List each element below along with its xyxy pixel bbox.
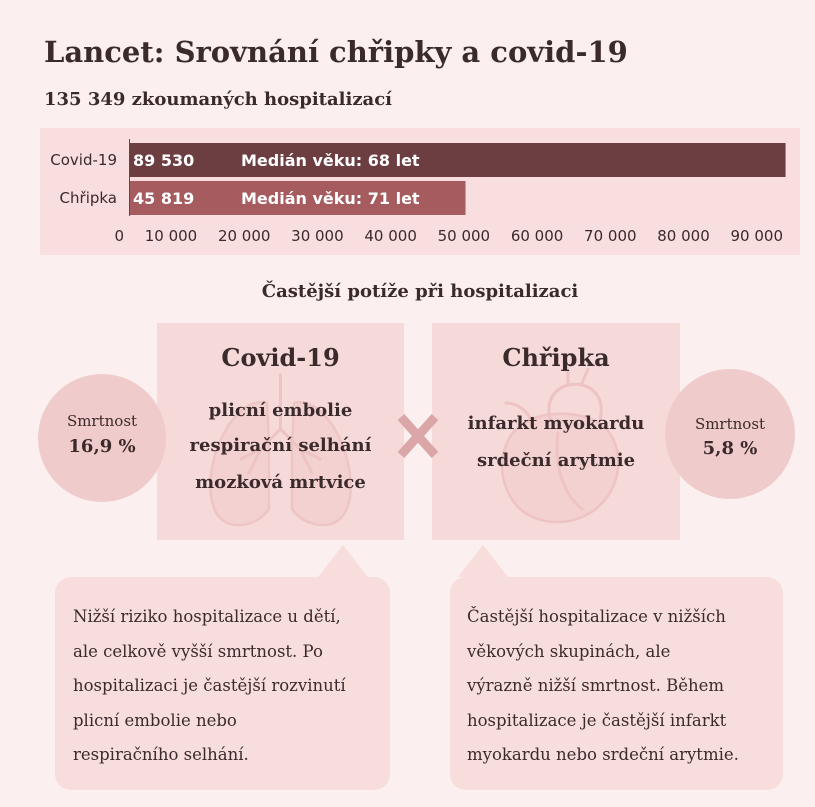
category-label-covid: Covid-19 <box>50 151 117 169</box>
covid-complications-box <box>157 323 404 540</box>
covid-mortality-badge <box>38 374 166 502</box>
x-tick-label: 60 000 <box>510 227 564 245</box>
mortality-value: 16,9 % <box>68 436 136 457</box>
note-line: ale celkově vyšší smrtnost. Po <box>73 641 323 661</box>
x-tick-label: 70 000 <box>584 227 637 245</box>
note-line: myokardu nebo srdeční arytmie. <box>467 745 739 764</box>
x-tick-label: 30 000 <box>291 227 344 245</box>
x-tick-label: 0 <box>114 227 124 245</box>
note-line: hospitalizaci je častější rozvinutí <box>73 676 346 695</box>
bar-value-label-flu: 45 819 <box>133 189 195 208</box>
note-line: respiračního selhání. <box>73 745 249 764</box>
mortality-label: Smrtnost <box>694 415 766 433</box>
covid-symptom-item: plicní embolie <box>208 400 353 421</box>
note-line: věkových skupinách, ale <box>467 641 671 661</box>
covid-note-callout <box>55 577 390 790</box>
flu-note-callout <box>450 577 783 790</box>
note-line: hospitalizace je častější infarkt <box>467 710 727 730</box>
note-line: výrazně nižší smrtnost. Během <box>467 676 724 695</box>
page-title: Lancet: Srovnání chřipky a covid-19 <box>44 35 628 69</box>
flu-symptom-item: srdeční arytmie <box>476 450 636 471</box>
covid-symptom-item: mozková mrtvice <box>195 472 366 493</box>
x-tick-label: 20 000 <box>217 227 271 245</box>
category-label-flu: Chřipka <box>59 189 117 207</box>
mortality-value: 5,8 % <box>702 438 758 459</box>
x-tick-label: 90 000 <box>730 227 783 245</box>
bar-covid <box>130 143 786 177</box>
x-tick-label: 10 000 <box>144 227 198 245</box>
callout-pointer <box>458 545 508 577</box>
flu-symptom-item: infarkt myokardu <box>467 413 645 434</box>
bar-value-label-covid: 89 530 <box>133 151 195 170</box>
hospitalizations-bar-chart <box>40 128 800 255</box>
bar-annotation-flu: Medián věku: 71 let <box>241 189 420 208</box>
mortality-label: Smrtnost <box>66 412 138 430</box>
flu-mortality-badge <box>665 369 795 499</box>
callout-pointer <box>318 545 368 577</box>
note-line: Častější hospitalizace v nižších <box>467 607 726 626</box>
x-tick-label: 80 000 <box>657 227 710 245</box>
flu-box-title: Chřipka <box>502 343 610 372</box>
note-line: plicní embolie nebo <box>73 710 237 730</box>
covid-box-title: Covid-19 <box>221 343 340 372</box>
note-line: Nižší riziko hospitalizace u dětí, <box>73 607 341 626</box>
covid-symptom-item: respirační selhání <box>189 435 372 456</box>
x-tick-label: 40 000 <box>364 227 417 245</box>
bar-chart-canvas <box>40 128 800 255</box>
flu-complications-box <box>432 323 680 540</box>
cross-icon <box>396 414 440 458</box>
page-subtitle: 135 349 zkoumaných hospitalizací <box>44 89 393 110</box>
section-heading: Častější potíže při hospitalizaci <box>261 281 579 302</box>
bar-annotation-covid: Medián věku: 68 let <box>241 151 420 170</box>
x-tick-label: 50 000 <box>437 227 491 245</box>
